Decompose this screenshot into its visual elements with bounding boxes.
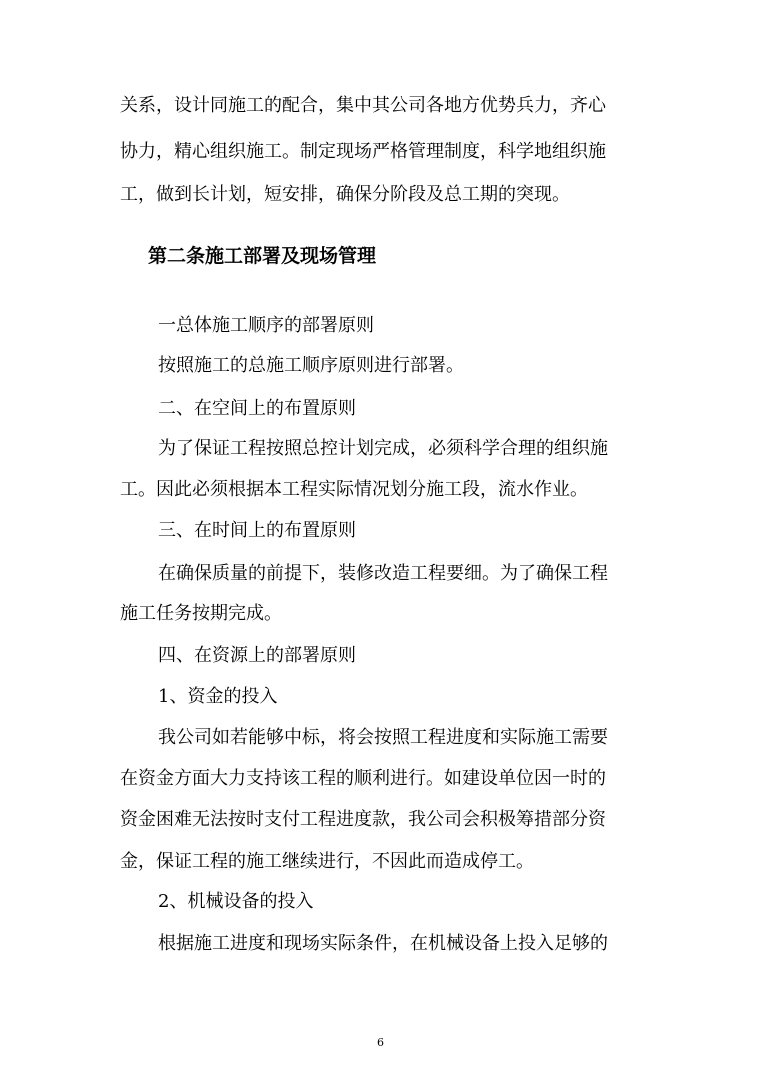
paragraph-line: 工，做到长计划，短安排，确保分阶段及总工期的突现。 xyxy=(120,184,570,205)
paragraph-line: 资金困难无法按时支付工程进度款，我公司会积极筹措部分资 xyxy=(120,809,606,830)
paragraph-line: 关系，设计同施工的配合，集中其公司各地方优势兵力，齐心 xyxy=(120,95,606,116)
paragraph-line: 根据施工进度和现场实际条件，在机械设备上投入足够的 xyxy=(158,933,608,954)
list-item-title: 1、资金的投入 xyxy=(158,686,278,707)
section-heading: 第二条施工部署及现场管理 xyxy=(148,245,377,267)
subheading: 四、在资源上的部署原则 xyxy=(158,645,356,666)
subheading: 三、在时间上的布置原则 xyxy=(158,520,356,541)
subheading: 一总体施工顺序的部署原则 xyxy=(158,315,374,336)
paragraph-line: 我公司如若能够中标，将会按照工程进度和实际施工需要 xyxy=(158,727,608,748)
paragraph-line: 施工任务按期完成。 xyxy=(120,603,282,624)
paragraph-line: 在资金方面大力支持该工程的顺利进行。如建设单位因一时的 xyxy=(120,768,606,789)
paragraph-line: 金，保证工程的施工继续进行，不因此而造成停工。 xyxy=(120,851,534,872)
page-number: 6 xyxy=(377,1036,384,1049)
paragraph-line: 按照施工的总施工顺序原则进行部署。 xyxy=(158,355,464,376)
paragraph-line: 在确保质量的前提下，装修改造工程要细。为了确保工程 xyxy=(158,563,608,584)
list-item-title: 2、机械设备的投入 xyxy=(158,891,314,912)
paragraph-line: 协力，精心组织施工。制定现场严格管理制度，科学地组织施 xyxy=(120,141,606,162)
paragraph-line: 为了保证工程按照总控计划完成，必须科学合理的组织施 xyxy=(158,438,608,459)
subheading: 二、在空间上的布置原则 xyxy=(158,398,356,419)
paragraph-line: 工。因此必须根据本工程实际情况划分施工段，流水作业。 xyxy=(120,479,588,500)
